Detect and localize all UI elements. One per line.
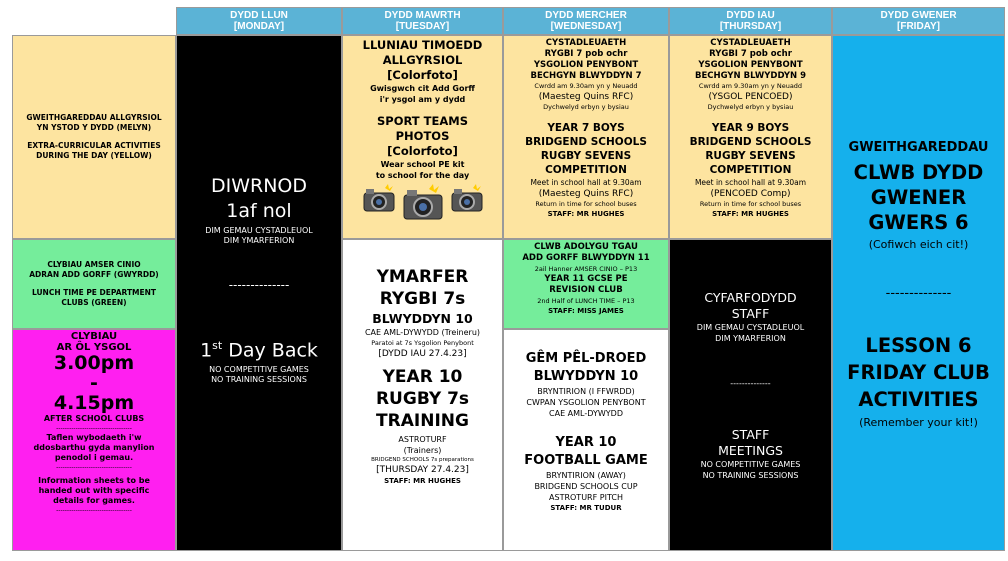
monday-first-day-back [200,334,318,362]
wednesday-revision-welsh-1: CLWB ADOLYGU TGAU [534,242,638,252]
wednesday-revision-english-2: REVISION CLUB [549,285,623,295]
legend-extracurricular [12,35,176,239]
header-thursday-welsh: DYDD IAU [726,10,775,21]
thursday-rugby-welsh-6: (YSGOL PENCOED) [708,92,793,102]
thursday-staff-english-1: STAFF [731,427,770,442]
thursday-rugby-english-4: COMPETITION [709,164,792,176]
monday-back-number: 1 [200,339,213,362]
legend-lunch-welsh-1: CLYBIAU AMSER CINIO [47,260,141,269]
after-welsh-2: AR ÔL YSGOL [56,342,132,353]
wednesday-football-welsh-1: GÊM PÊL-DROED [525,351,647,366]
monday-dashes: -------------- [228,278,290,292]
header-tuesday [342,7,503,35]
wednesday-football-english-4: BRIDGEND SCHOOLS CUP [534,482,638,491]
thursday-rugby-english-3: RUGBY SEVENS [705,150,796,162]
camera-icon [403,184,443,220]
after-separator-2: ----------------------------------- [56,464,132,471]
tuesday-team-photos [342,35,503,239]
wednesday-revision-welsh-2: ADD GORFF BLWYDDYN 11 [522,253,650,263]
legend-lunch-english-2: CLUBS (GREEN) [61,298,127,307]
thursday-rugby-english-5: Meet in school hall at 9.30am [694,178,807,187]
wednesday-football-welsh-3: BRYNTIRION (I FFWRDD) [537,387,635,396]
after-english-info-3: details for games. [53,496,135,505]
header-monday-english: [MONDAY] [233,21,285,32]
friday-english-3: ACTIVITIES [858,388,979,411]
tuesday-photo-welsh-1: LLUNIAU TIMOEDD [362,38,483,52]
wednesday-football-english-5: ASTROTURF PITCH [549,493,623,502]
friday-club-activities [832,35,1005,551]
tuesday-rugby-training [342,239,503,551]
thursday-year9-rugby [669,35,832,239]
thursday-rugby-welsh-5: Cwrdd am 9.30am yn y Neuadd [698,82,803,90]
friday-welsh-4: GWERS 6 [868,211,969,234]
header-wednesday-welsh: DYDD MERCHER [545,10,627,21]
camera-icon [363,184,395,220]
tuesday-rugby-welsh-5: Paratoi at 7s Ysgolion Penybont [371,339,474,347]
tuesday-rugby-welsh-3: BLWYDDYN 10 [372,311,473,326]
thursday-staff-english-2: MEETINGS [718,443,783,458]
wednesday-revision-welsh-3: 2ail Hanner AMSER CINIO – P13 [534,265,638,273]
friday-english-2: FRIDAY CLUB [847,361,990,384]
wednesday-rugby-english-7: Return in time for school buses [535,200,637,208]
thursday-staff-welsh-1: CYFARFODYDD [704,290,797,305]
after-separator-3: ----------------------------------- [56,507,132,514]
wednesday-rugby-welsh-7: Dychwelyd erbyn y bysiau [543,103,629,111]
friday-welsh-1: GWEITHGAREDDAU [848,140,989,155]
monday-back-superscript: st [212,339,223,352]
header-tuesday-welsh: DYDD MAWRTH [384,10,461,21]
wednesday-football-welsh-2: BLWYDDYN 10 [533,369,639,384]
wednesday-rugby-welsh-3: YSGOLION PENYBONT [533,60,639,70]
tuesday-rugby-english-6: BRIDGEND SCHOOLS 7s preparations [371,457,474,463]
tuesday-rugby-english-5: (Trainers) [403,446,442,455]
wednesday-football-game [503,329,669,551]
after-separator-1: ----------------------------------- [56,425,132,432]
wednesday-rugby-welsh-5: Cwrdd am 9.30am yn y Neuadd [534,82,638,90]
after-time-dash: - [90,372,98,394]
header-friday-english: [FRIDAY] [897,21,940,32]
legend-extra-english-2: DURING THE DAY (YELLOW) [36,151,152,160]
friday-english-4: (Remember your kit!) [859,416,978,429]
tuesday-rugby-english-7: [THURSDAY 27.4.23] [376,465,469,475]
legend-lunch-clubs [12,239,176,329]
after-time-start: 3.00pm [53,352,135,374]
header-friday [832,7,1005,35]
tuesday-photo-welsh-4: Gwisgwch cit Add Gorff [370,84,475,93]
legend-extra-welsh-2: YN YSTOD Y DYDD (MELYN) [36,123,152,132]
tuesday-rugby-welsh-2: RYGBI 7s [379,289,466,309]
wednesday-football-welsh-5: CAE AML-DYWYDD [549,409,623,418]
wednesday-rugby-staff: STAFF: MR HUGHES [547,210,625,218]
after-english-info-2: handed out with specific [38,486,150,495]
tuesday-photo-english-5: to school for the day [375,171,470,180]
header-tuesday-english: [TUESDAY] [395,21,450,32]
tuesday-photo-welsh-5: i'r ysgol am y dydd [379,95,466,104]
header-friday-welsh: DYDD GWENER [880,10,957,21]
tuesday-photo-english-3: [Colorfoto] [387,144,458,158]
thursday-rugby-english-2: BRIDGEND SCHOOLS [689,136,812,148]
wednesday-football-staff: STAFF: MR TUDUR [550,504,622,512]
wednesday-football-english-3: BRYNTIRION (AWAY) [546,471,626,480]
tuesday-rugby-english-2: RUGBY 7s [375,389,470,409]
wednesday-rugby-english-2: BRIDGEND SCHOOLS [525,136,647,148]
wednesday-year7-rugby [503,35,669,239]
legend-extra-welsh-1: GWEITHGAREDDAU ALLGYRSIOL [26,113,162,122]
wednesday-revision-staff: STAFF: MISS JAMES [548,307,624,315]
thursday-staff-welsh-2: STAFF [731,306,770,321]
thursday-rugby-welsh-1: CYSTADLEUAETH [710,38,791,48]
thursday-rugby-welsh-4: BECHGYN BLWYDDYN 9 [694,71,807,81]
wednesday-rugby-welsh-2: RYGBI 7 pob ochr [544,49,628,59]
thursday-staff-meetings [669,239,832,551]
after-english: AFTER SCHOOL CLUBS [43,414,145,423]
camera-row [363,184,483,220]
header-monday-welsh: DYDD LLUN [230,10,288,21]
tuesday-rugby-welsh-6: [DYDD IAU 27.4.23] [378,349,467,359]
after-welsh-1: CLYBIAU [70,331,118,342]
friday-dashes: -------------- [885,286,952,301]
tuesday-rugby-staff: STAFF: MR HUGHES [384,477,461,485]
wednesday-football-welsh-4: CWPAN YSGOLION PENYBONT [526,398,646,407]
monday-welsh-2: DIM YMARFERION [223,236,295,245]
wednesday-rugby-welsh-4: BECHGYN BLWYDDYN 7 [530,71,642,81]
thursday-staff-english-3: NO COMPETITIVE GAMES [700,460,801,469]
tuesday-rugby-welsh-1: YMARFER [376,267,469,287]
thursday-rugby-welsh-2: RYGBI 7 pob ochr [709,49,792,59]
header-thursday-english: [THURSDAY] [719,21,782,32]
monday-back-text: Day Back [222,339,318,362]
monday-welsh-1: DIM GEMAU CYSTADLEUOL [205,226,313,235]
tuesday-rugby-english-1: YEAR 10 [382,367,463,387]
tuesday-photo-welsh-3: [Colorfoto] [387,68,458,82]
thursday-rugby-english-7: Return in time for school buses [699,200,802,208]
tuesday-photo-english-2: PHOTOS [395,129,450,143]
thursday-staff-welsh-4: DIM YMARFERION [715,334,786,343]
thursday-rugby-welsh-3: YSGOLION PENYBONT [698,60,803,70]
wednesday-rugby-english-6: (Maesteg Quins RFC) [538,189,634,199]
after-welsh-info-1: Taflen wybodaeth i'w [46,433,142,442]
legend-lunch-english-1: LUNCH TIME PE DEPARTMENT [31,288,157,297]
header-wednesday-english: [WEDNESDAY] [550,21,622,32]
after-welsh-info-3: penodol i gemau. [54,453,134,462]
after-english-info-1: Information sheets to be [38,476,150,485]
wednesday-rugby-welsh-1: CYSTADLEUAETH [545,38,627,48]
monday-title-2: 1af nol [226,200,292,222]
wednesday-rugby-english-1: YEAR 7 BOYS [547,122,625,134]
wednesday-revision-english-1: YEAR 11 GCSE PE [544,274,628,284]
header-thursday [669,7,832,35]
thursday-rugby-english-1: YEAR 9 BOYS [711,122,790,134]
wednesday-football-english-2: FOOTBALL GAME [524,453,648,468]
thursday-rugby-staff: STAFF: MR HUGHES [712,210,789,218]
legend-extra-english-1: EXTRA-CURRICULAR ACTIVITIES [27,141,161,150]
friday-welsh-5: (Cofiwch eich cit!) [868,238,969,251]
tuesday-photo-english-1: SPORT TEAMS [376,114,468,128]
header-wednesday [503,7,669,35]
monday-english-1: NO COMPETITIVE GAMES [209,365,309,375]
tuesday-rugby-english-3: TRAINING [376,411,469,431]
monday-title-1: DIWRNOD [210,175,308,197]
tuesday-rugby-english-4: ASTROTURF [398,435,447,444]
tuesday-rugby-welsh-4: CAE AML-DYWYDD (Treineru) [364,328,481,337]
tuesday-photo-welsh-2: ALLGYRSIOL [382,53,463,67]
thursday-rugby-english-6: (PENCOED Comp) [710,189,791,199]
after-time-end: 4.15pm [53,392,135,414]
wednesday-rugby-english-4: COMPETITION [545,164,627,176]
wednesday-rugby-english-5: Meet in school hall at 9.30am [530,178,642,187]
header-monday [176,7,342,35]
friday-english-1: LESSON 6 [865,334,972,357]
thursday-staff-english-4: NO TRAINING SESSIONS [702,471,799,480]
monday-english-2: NO TRAINING SESSIONS [211,375,307,385]
wednesday-rugby-welsh-6: (Maesteg Quins RFC) [538,92,634,102]
tuesday-photo-english-4: Wear school PE kit [380,160,465,169]
after-welsh-info-2: ddosbarthu gyda manylion [33,443,155,452]
friday-welsh-3: GWENER [870,186,967,209]
legend-lunch-welsh-2: ADRAN ADD GORFF (GWYRDD) [29,270,159,279]
wednesday-rugby-english-3: RUGBY SEVENS [540,150,632,162]
thursday-rugby-welsh-7: Dychwelyd erbyn y bysiau [707,103,794,111]
thursday-staff-dashes: -------------- [730,379,771,388]
legend-after-school [12,329,176,551]
friday-welsh-2: CLWB DYDD [853,161,984,184]
wednesday-football-english-1: YEAR 10 [555,435,617,450]
camera-icon [451,184,483,220]
monday-cell [176,35,342,551]
wednesday-revision-english-3: 2nd Half of LUNCH TIME – P13 [537,297,635,305]
wednesday-gcse-revision [503,239,669,329]
thursday-staff-welsh-3: DIM GEMAU CYSTADLEUOL [696,323,805,332]
